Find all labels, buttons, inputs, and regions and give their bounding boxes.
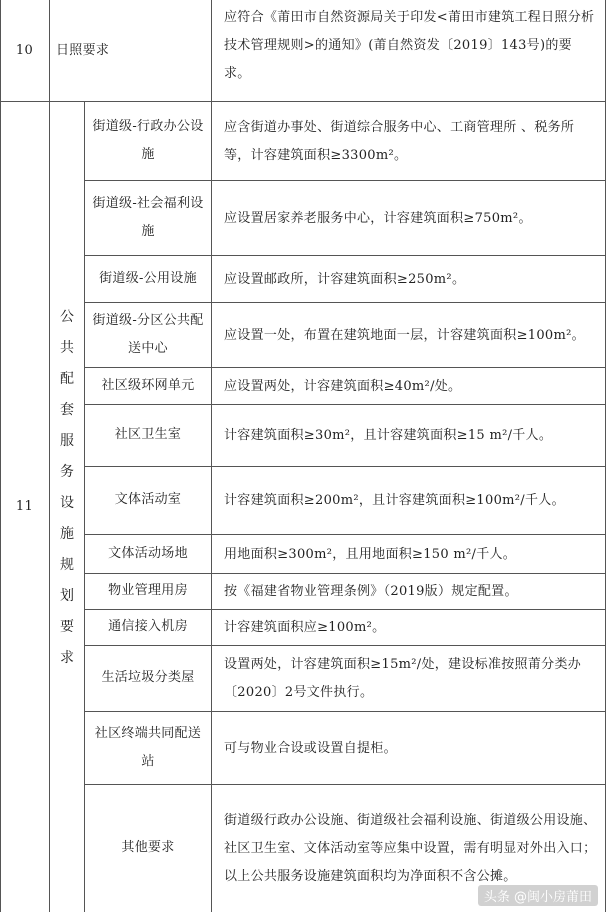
facility-item: 社区卫生室 xyxy=(114,427,182,442)
facility-requirement: 计容建筑面积≥30m²，且计容建筑面积≥15 m²/千人。 xyxy=(224,428,553,443)
facility-requirement: 街道级行政办公设施、街道级社会福利设施、街道级公用设施、社区卫生室、文体活动室等应集中设置，需有明显对外出入口；以上公共服务设施建筑面积均为净面积不含公摊。 xyxy=(224,813,597,884)
facility-requirement: 用地面积≥300m²，且用地面积≥150 m²/千人。 xyxy=(224,546,517,562)
column-divider-number xyxy=(49,0,50,912)
facility-item: 街道级-社会福利设施 xyxy=(92,195,204,239)
facility-item: 街道级-公用设施 xyxy=(99,270,197,286)
facility-requirement: 可与物业合设或设置自提柜。 xyxy=(224,740,397,756)
facility-item: 文体活动室 xyxy=(114,492,182,507)
facility-requirement: 应含街道办事处、街道综合服务中心、工商管理所 、税务所等，计容建筑面积≥3300m²。 xyxy=(224,119,575,163)
facility-requirement: 应设置居家养老服务中心，计容建筑面积≥750m²。 xyxy=(224,210,532,226)
facility-requirement: 应设置两处，计容建筑面积≥40m²/处。 xyxy=(224,378,462,394)
facility-requirement: 应设置邮政所，计容建筑面积≥250m²。 xyxy=(224,271,466,287)
facility-item: 街道级-分区公共配送中心 xyxy=(92,312,204,356)
row-number: 11 xyxy=(15,499,34,514)
facility-requirement: 设置两处，计容建筑面积≥15m²/处，建设标准按照莆分类办〔2020〕2号文件执行。 xyxy=(224,657,582,700)
facility-item: 通信接入机房 xyxy=(108,619,188,634)
facility-requirement: 计容建筑面积应≥100m²。 xyxy=(224,620,386,635)
facility-item: 其他要求 xyxy=(121,840,175,855)
facility-item: 街道级-行政办公设施 xyxy=(92,118,204,162)
category-vertical-label: 公共配套服务设施规划要求 xyxy=(60,309,74,666)
row-number: 10 xyxy=(15,43,34,58)
facility-item: 社区级环网单元 xyxy=(101,377,195,393)
facility-requirement: 应设置一处，布置在建筑地面一层，计容建筑面积≥100m²。 xyxy=(224,327,585,343)
watermark: 头条 @闽小房莆田 xyxy=(478,885,598,906)
facility-requirement: 计容建筑面积≥200m²，且计容建筑面积≥100m²/千人。 xyxy=(224,493,565,508)
facility-item: 物业管理用房 xyxy=(108,583,188,598)
facility-item: 社区终端共同配送站 xyxy=(94,725,202,769)
item-sunlight: 日照要求 xyxy=(56,43,110,58)
content-sunlight: 应符合《莆田市自然资源局关于印发<莆田市建筑工程日照分析技术管理规则>的通知》(莆自然资发〔2019〕143号)的要求。 xyxy=(224,10,595,81)
facility-requirement: 按《福建省物业管理条例》（2019版）规定配置。 xyxy=(224,584,518,599)
facility-item: 文体活动场地 xyxy=(108,545,188,561)
facility-item: 生活垃圾分类屋 xyxy=(101,670,195,685)
